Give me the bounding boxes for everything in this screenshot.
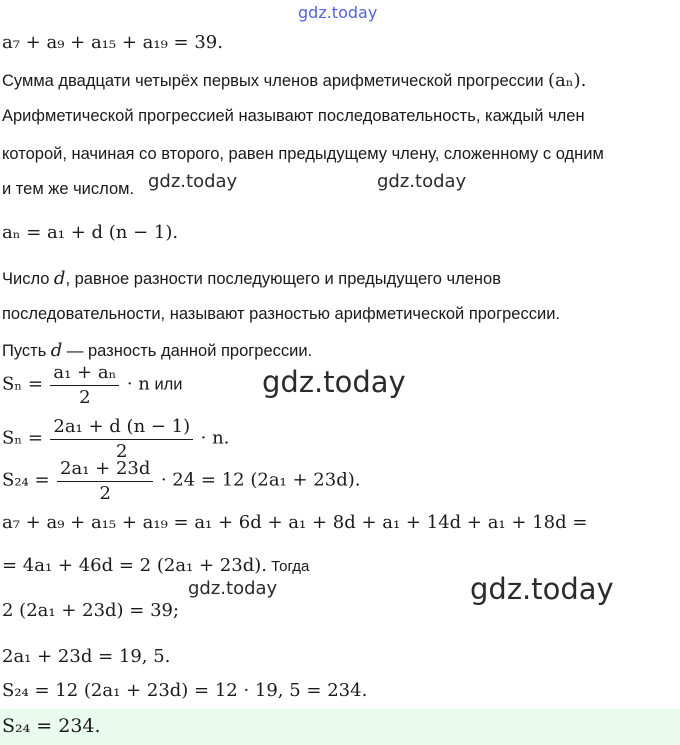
let-text-a: Пусть: [2, 342, 47, 360]
difference-line-1: [2, 268, 501, 289]
let-line: [2, 340, 312, 361]
difference-text-b: , равное разности последующего и предыдущего членов: [65, 270, 501, 288]
fraction-denominator: 2: [79, 387, 91, 408]
sum-formula-2: [2, 416, 229, 463]
difference-symbol: d: [53, 268, 66, 289]
sum-24-formula: [2, 458, 360, 505]
difference-text-a: Число: [2, 270, 50, 288]
fraction-numerator: 2a₁ + d (n − 1): [50, 416, 193, 440]
answer-text: S₂₄ = 234.: [2, 715, 101, 737]
definition-line-1: Арифметической прогрессией называют последовательность, каждый член: [2, 107, 585, 125]
sum-formula-1: [2, 362, 183, 409]
fraction-numerator: 2a₁ + 23d: [57, 458, 153, 482]
fraction-denominator: 2: [116, 441, 128, 462]
watermark: gdz.today: [262, 365, 406, 399]
sum-result: = 4a₁ + 46d = 2 (2a₁ + 23d).: [2, 555, 267, 576]
definition-line-3: и тем же числом.: [2, 180, 135, 198]
equation-2: 2a₁ + 23d = 19, 5.: [2, 646, 171, 667]
sum-formula-1-fraction: [50, 362, 119, 409]
equation-1: 2 (2a₁ + 23d) = 39;: [2, 600, 180, 621]
watermark: gdz.today: [148, 171, 238, 192]
fraction-denominator: 2: [99, 483, 111, 504]
let-symbol: d: [50, 340, 63, 361]
watermark: gdz.today: [298, 3, 378, 22]
watermark: gdz.today: [377, 171, 467, 192]
sum-24-lhs: S₂₄ =: [2, 469, 50, 491]
sum-24-calculation: S₂₄ = 12 (2a₁ + 23d) = 12 · 19, 5 = 234.: [2, 680, 368, 701]
fraction-numerator: a₁ + aₙ: [50, 362, 119, 386]
sum-result-line: [2, 555, 309, 576]
difference-line-2: последовательности, называют разностью арифметической прогрессии.: [2, 305, 561, 323]
sum-expansion: a₇ + a₉ + a₁₅ + a₁₉ = a₁ + 6d + a₁ + 8d + a₁ + 14d + a₁ + 18d =: [2, 512, 588, 533]
sum-formula-1-lhs: Sₙ =: [2, 373, 43, 395]
then-word: Тогда: [266, 558, 310, 575]
sum-formula-1-or: или: [149, 375, 183, 394]
sum-formula-2-fraction: [50, 416, 193, 463]
watermark: gdz.today: [470, 572, 614, 606]
given-equation: a₇ + a₉ + a₁₅ + a₁₉ = 39.: [2, 32, 223, 53]
sum-formula-2-tail: · n.: [200, 427, 230, 449]
sum-24-fraction: [57, 458, 153, 505]
formula-nth-term: aₙ = a₁ + d (n − 1).: [2, 222, 179, 243]
task-statement: [2, 70, 586, 91]
sum-formula-2-lhs: Sₙ =: [2, 427, 43, 449]
definition-line-2: которой, начиная со второго, равен предыдущему члену, сложенному с одним: [2, 145, 604, 163]
task-sequence: (aₙ).: [548, 70, 587, 91]
task-text: Сумма двадцати четырёх первых членов арифметической прогрессии: [2, 72, 544, 90]
watermark: gdz.today: [188, 578, 278, 599]
sum-formula-1-tail: · n: [126, 373, 150, 395]
let-text-b: — разность данной прогрессии.: [62, 342, 313, 360]
answer-box: [0, 709, 680, 745]
sum-24-tail: · 24 = 12 (2a₁ + 23d).: [160, 469, 361, 491]
